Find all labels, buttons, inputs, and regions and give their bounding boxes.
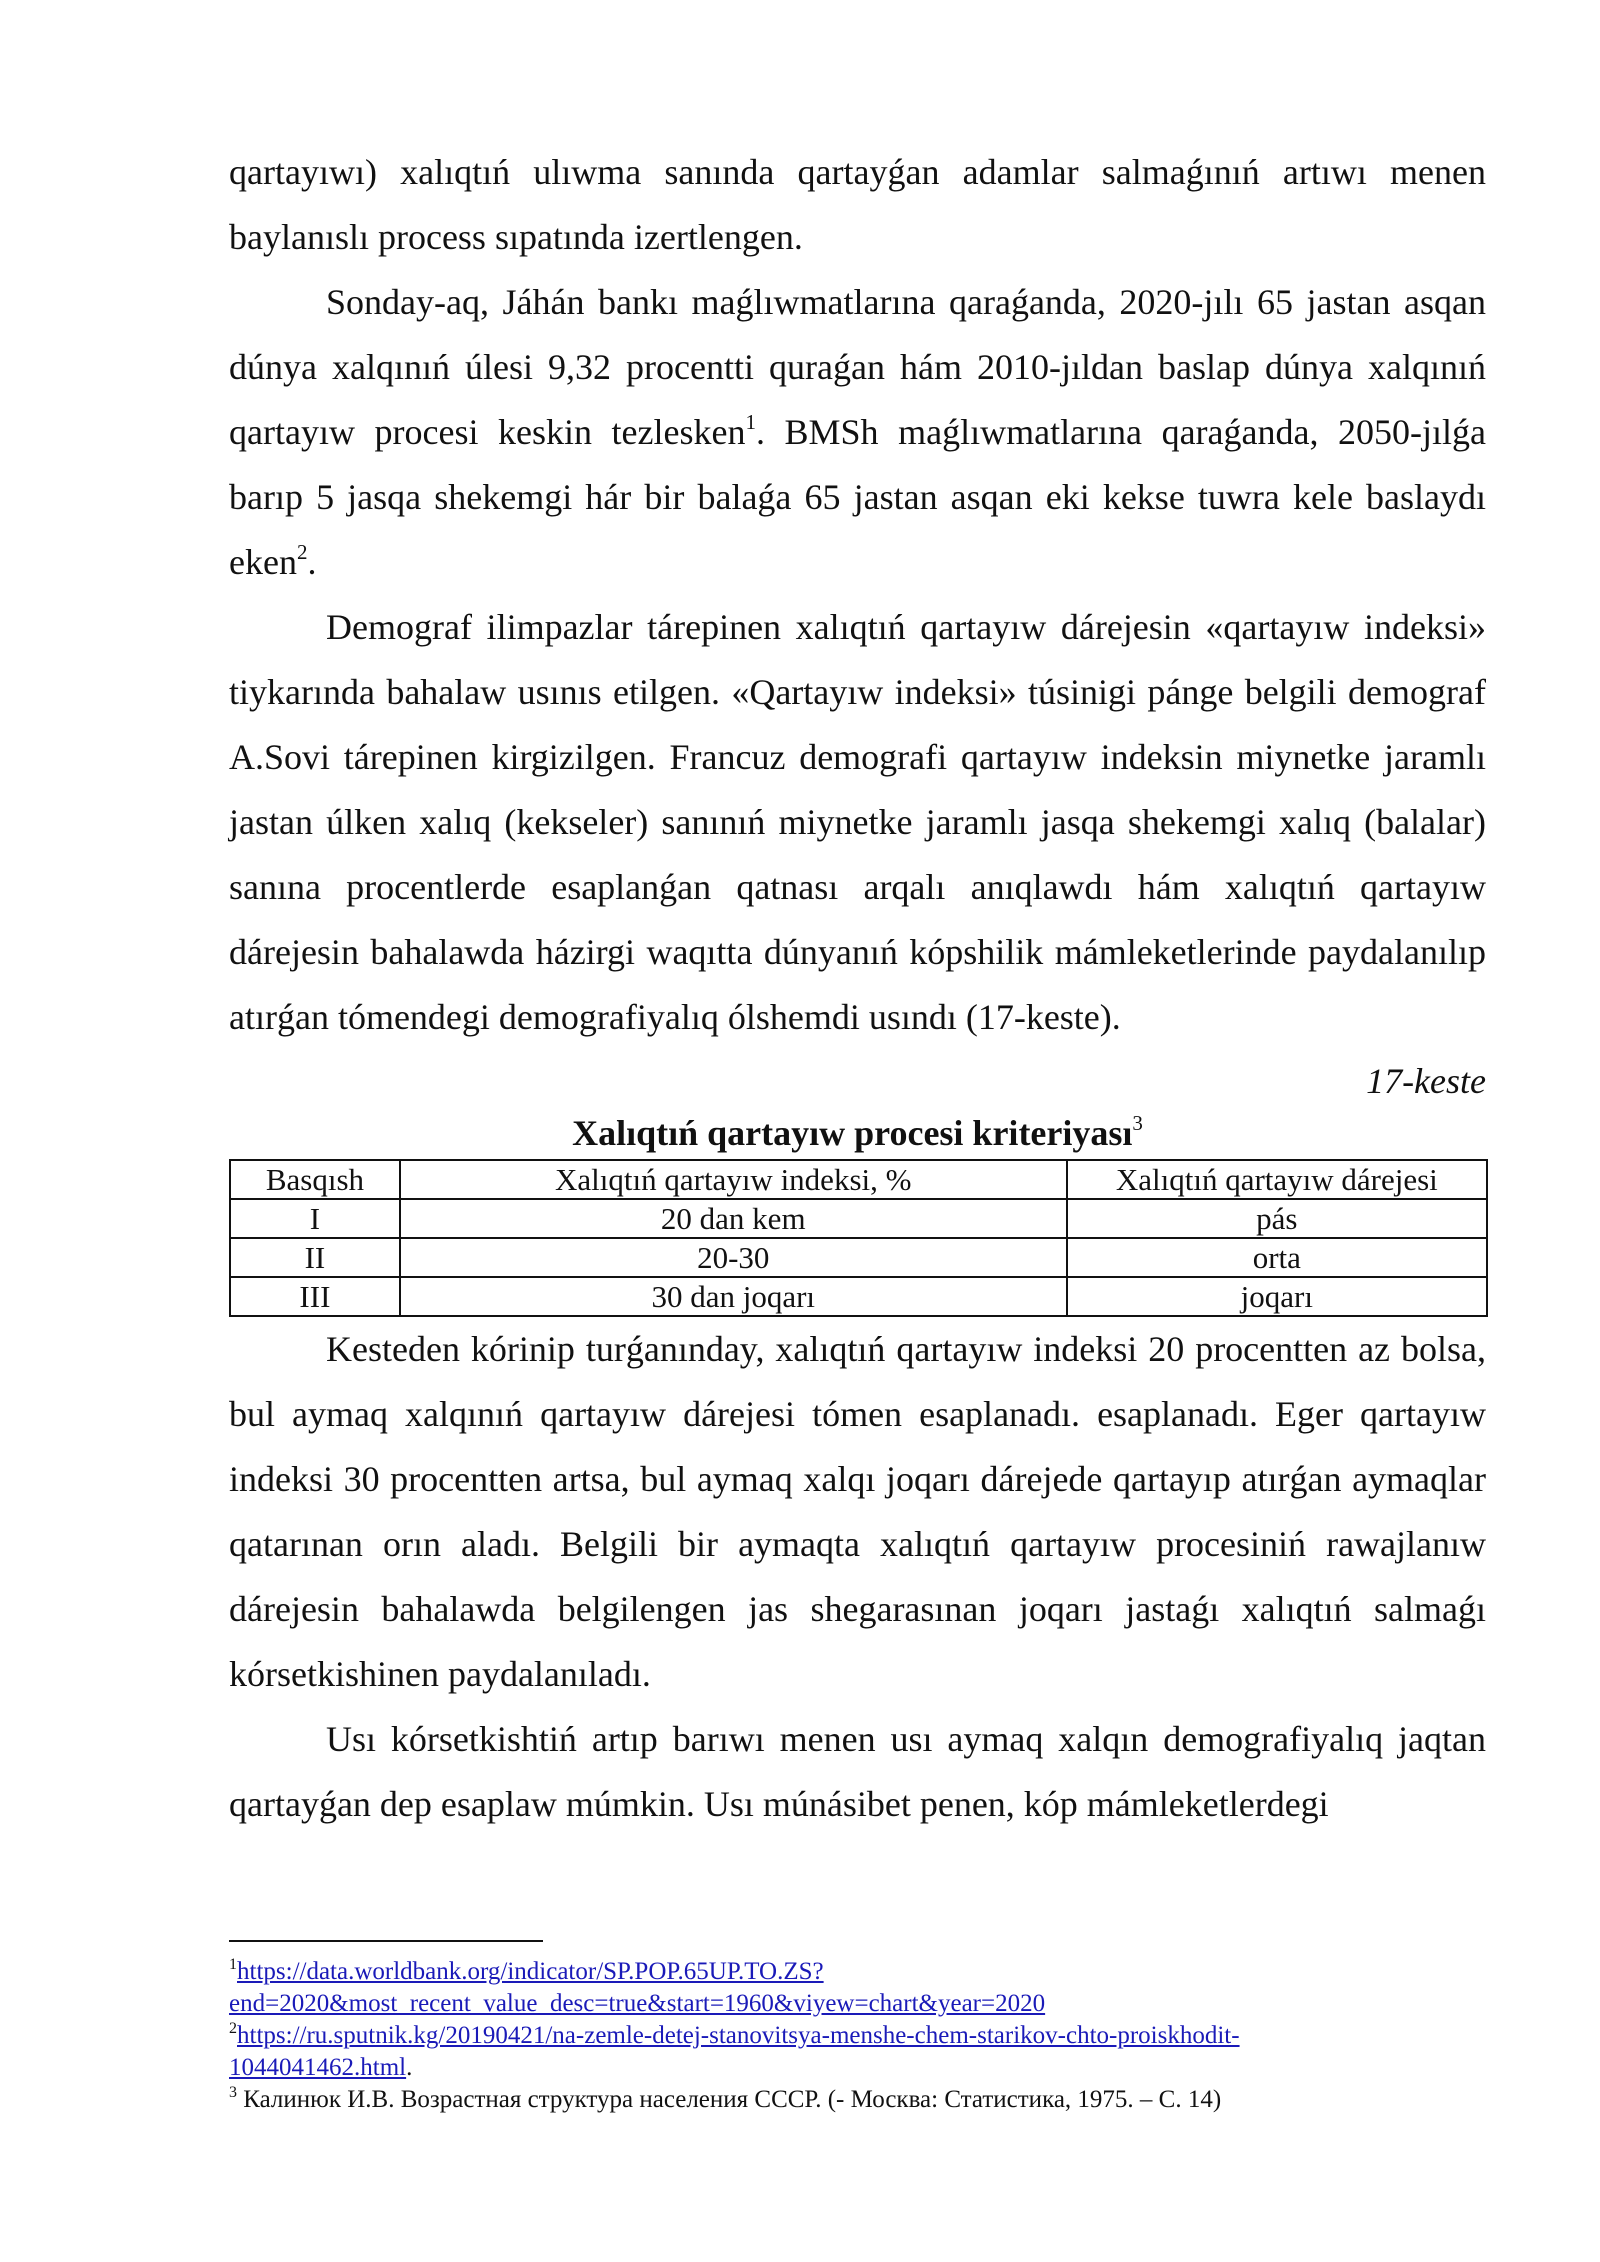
table-cell: 20-30	[400, 1238, 1067, 1277]
table-row	[230, 1238, 1487, 1277]
paragraph-2-text-b: . BMSh maǵlıwmatlarına qaraǵanda, 2050-jılǵa barıp 5 jasqa shekemgi hár bir balaǵa 65 jastan asqan eki kekse tuwra kele baslaydı eken	[229, 412, 1486, 582]
footnote-1-link-line2: end=2020&most_recent_value_desc=true&start=1960&viyew=chart&year=2020	[229, 1990, 1046, 2017]
footnote-ref-3[interactable]: 3	[1132, 1111, 1143, 1135]
footnote-1-link-line1: https://data.worldbank.org/indicator/SP.POP.65UP.TO.ZS?	[237, 1958, 824, 1985]
table-header-row	[230, 1160, 1487, 1199]
footnotes	[229, 1940, 1486, 2116]
paragraph-3: Demograf ilimpazlar tárepinen xalıqtıń qartayıw dárejesin «qartayıw indeksi» tiykarında bahalaw usınıs etilgen. «Qartayıw indeksi» túsinigi pánge belgili demograf A.Sovi tárepinen kirgizilgen. Francuz demografi qartayıw indeksin miynetke jaramlı jastan úlken xalıq (kekseler) sanınıń miynetke jaramlı jasqa shekemgi xalıq (balalar) sanına procentlerde esaplanǵan qatnası arqalı anıqlawdı hám xalıqtıń qartayıw dárejesin bahalawda házirgi waqıtta dúnyanıń kópshilik mámleketlerinde paydalanılıp atırǵan tómendegi demografiyalıq ólshemdi usındı (17-keste).	[229, 607, 1486, 1037]
table-row	[230, 1199, 1487, 1238]
criteria-table	[229, 1159, 1488, 1317]
footnote-2-link-line1: https://ru.sputnik.kg/20190421/na-zemle-detej-stanovitsya-menshe-chem-starikov-chto-proiskhodit-	[237, 2022, 1240, 2049]
table-cell: pás	[1067, 1199, 1487, 1238]
table-cell: I	[230, 1199, 400, 1238]
main-content	[229, 140, 1486, 1837]
footnote-2-link-line2: 1044041462.html	[229, 2054, 407, 2081]
paragraph-2-text-c: .	[307, 542, 317, 582]
table-cell: 30 dan joqarı	[400, 1277, 1067, 1316]
table-caption: 17-keste	[1366, 1061, 1486, 1101]
table-header-cell: Basqısh	[230, 1160, 400, 1199]
footnote-3	[229, 2084, 1486, 2116]
table-row	[230, 1277, 1487, 1316]
footnote-2-period: .	[406, 2054, 413, 2081]
footnote-separator	[229, 1940, 543, 1942]
footnote-2-link[interactable]	[229, 2022, 1240, 2081]
footnote-3-text: Калинюк И.В. Возрастная структура населения СССР. (- Москва: Статистика, 1975. – С. 14)	[243, 2086, 1222, 2113]
table-cell: II	[230, 1238, 400, 1277]
footnote-ref-2[interactable]: 2	[296, 540, 308, 564]
table-header-cell: Xalıqtıń qartayıw indeksi, %	[400, 1160, 1067, 1199]
table-cell: joqarı	[1067, 1277, 1487, 1316]
footnote-1-mark: 1	[229, 1956, 237, 1973]
table-title-text: Xalıqtıń qartayıw procesi kriteriyası	[572, 1113, 1133, 1153]
footnote-2-mark: 2	[229, 2020, 237, 2037]
paragraph-5: Usı kórsetkishtiń artıp barıwı menen usı aymaq xalqın demografiyalıq jaqtan qartayǵan dep esaplaw múmkin. Usı múnásibet penen, kóp mámleketlerdegi	[229, 1719, 1486, 1824]
table-cell: 20 dan kem	[400, 1199, 1067, 1238]
table-cell: III	[230, 1277, 400, 1316]
paragraph-1: qartayıwı) xalıqtıń ulıwma sanında qartayǵan adamlar salmaǵınıń artıwı menen baylanıslı process sıpatında izertlengen.	[229, 152, 1486, 257]
footnote-1-link[interactable]	[229, 1958, 1045, 2017]
table-cell: orta	[1067, 1238, 1487, 1277]
paragraph-2	[229, 270, 1486, 595]
footnote-ref-1[interactable]: 1	[745, 410, 756, 434]
table-title	[229, 1113, 1486, 1153]
footnote-3-mark: 3	[229, 2084, 237, 2101]
footnote-1	[229, 1956, 1486, 2020]
footnote-2	[229, 2020, 1486, 2084]
paragraph-4: Kesteden kórinip turǵanınday, xalıqtıń qartayıw indeksi 20 procentten az bolsa, bul aymaq xalqınıń qartayıw dárejesi tómen esaplanadı. esaplanadı. Eger qartayıw indeksi 30 procentten artsa, bul aymaq xalqı joqarı dárejede qartayıp atırǵan aymaqlar qatarınan orın aladı. Belgili bir aymaqta xalıqtıń qartayıw procesiniń rawajlanıw dárejesin bahalawda belgilengen jas shegarasınan joqarı jastaǵı xalıqtıń salmaǵı kórsetkishinen paydalanıladı.	[229, 1329, 1486, 1694]
paragraph-2-text-a: Sonday-aq, Jáhán bankı maǵlıwmatlarına qaraǵanda, 2020-jılı 65 jastan asqan dúnya xalqınıń úlesi 9,32 procentti quraǵan hám 2010-jıldan baslap dúnya xalqınıń qartayıw procesi keskin tezlesken	[229, 282, 1486, 452]
table-header-cell: Xalıqtıń qartayıw dárejesi	[1067, 1160, 1487, 1199]
